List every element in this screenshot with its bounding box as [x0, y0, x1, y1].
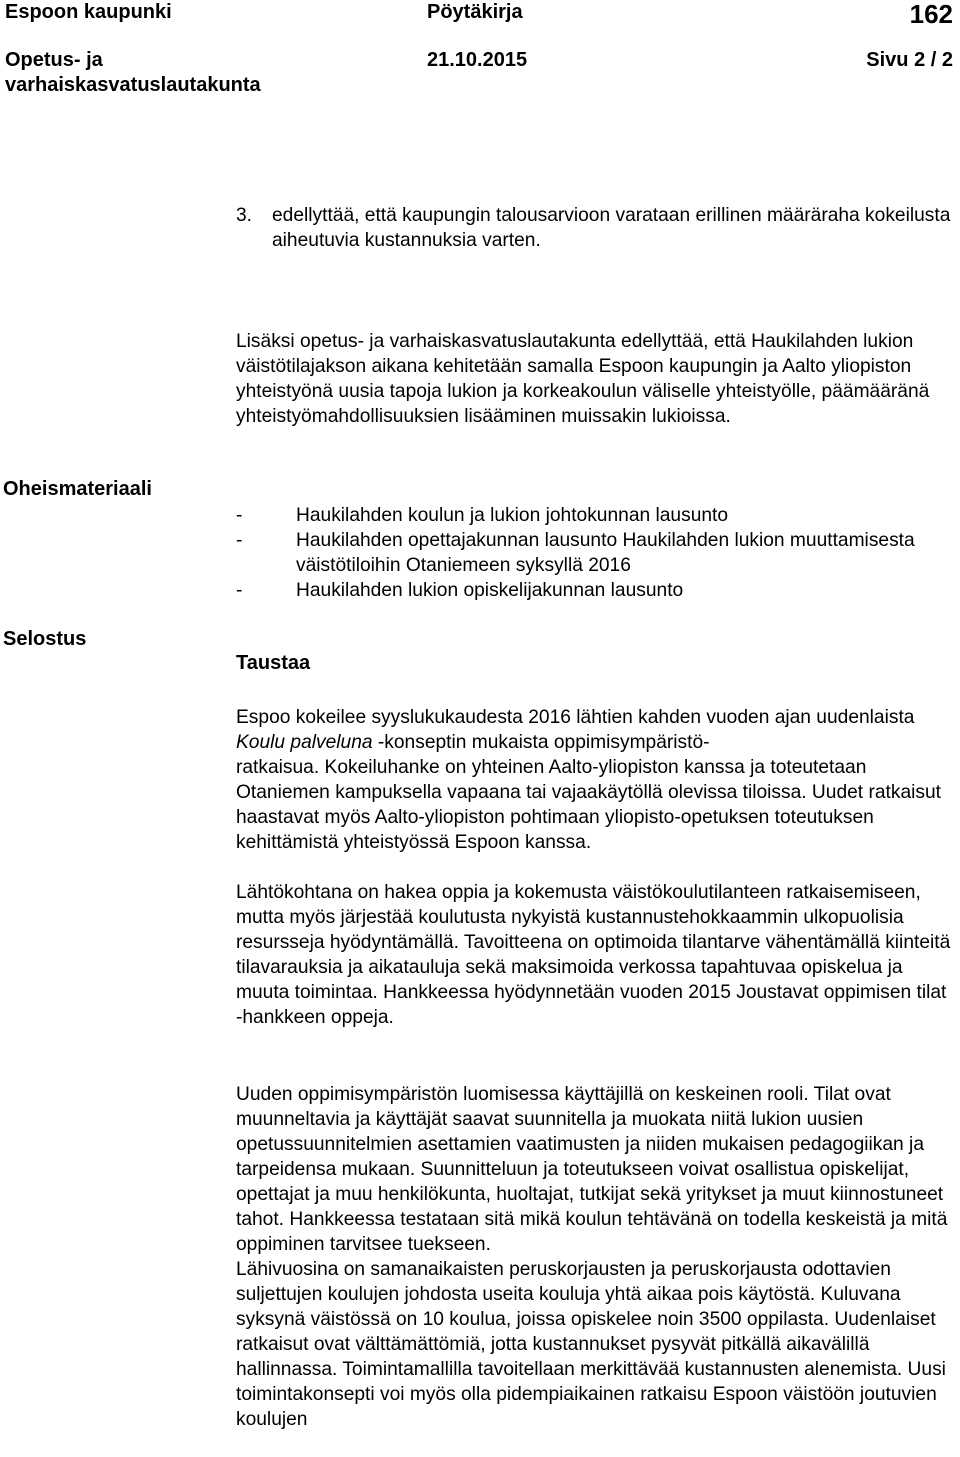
decision-item-number: 3. [236, 205, 253, 226]
meeting-date: 21.10.2015 [427, 49, 528, 71]
board-name: Opetus- ja varhaiskasvatuslautakunta [5, 49, 261, 96]
page-number: 162 [909, 0, 953, 29]
bullet-dash: - [236, 530, 243, 551]
concept-name: Koulu palveluna [236, 732, 373, 753]
additional-paragraph: Lisäksi opetus- ja varhaiskasvatuslautakunta edellyttää, että Haukilahden lukion väistötilajakson aikana kehitetään samalla Espoon kaupungin ja Aalto yliopiston yhteistyönä uusia tapoja lukion ja korkeakoulun väliselle yhteistyölle, päämääränä yhteistyömahdollisuuksien lisääminen muissakin lukioissa. [236, 331, 930, 427]
bullet-dash: - [236, 580, 243, 601]
attachment-item: Haukilahden opettajakunnan lausunto Haukilahden lukion muuttamisesta väistötiloihin Otaniemeen syksyllä 2016 [296, 530, 915, 576]
document-type: Pöytäkirja [427, 1, 523, 23]
attachments-label: Oheismateriaali [3, 478, 152, 500]
org-name: Espoon kaupunki [5, 1, 172, 23]
page-label: Sivu 2 / 2 [866, 49, 953, 71]
paragraph-text: -konseptin mukaista oppimisympäristö- ratkaisua. Kokeiluhanke on yhteinen Aalto-yliopiston kanssa ja toteutetaan Otaniemen kampuksella vapaana tai vajaakäytöllä olevissa tiloissa. Uudet ratkaisut haastavat myös Aalto-yliopiston pohtimaan yliopisto-opetuksen toteutuksen kehittämistä yhteistyössä Espoon kanssa. [236, 732, 941, 853]
statement-paragraph-3: Uuden oppimisympäristön luomisessa käyttäjillä on keskeinen rooli. Tilat ovat muunneltavia ja käyttäjät saavat suunnitella ja muokata niitä lukion uusien opetussuunnitelmien asettamien vaatimusten ja niiden mukaisen pedagogiikan ja tarpeidensa mukaan. Suunnitteluun ja toteutukseen voivat osallistua opiskelijat, opettajat ja muu henkilökunta, huoltajat, tutkijat sekä yritykset ja muut kiinnostuneet tahot. Hankkeessa testataan sitä mikä koulun tehtävänä on todella keskeistä ja mitä oppiminen tarvitsee tuekseen. Lähivuosina on samanaikaisten peruskorjausten ja peruskorjausta odottavien suljettujen koulujen johdosta useita kouluja yhtä aikaa pois käytöstä. Kuluvana syksynä väistössä on 10 koulua, joissa opiskelee noin 3500 oppilasta. Uudenlaiset ratkaisut ovat välttämättömiä, jotta kustannukset pysyvät pitkällä aikavälillä hallinnassa. Toimintamallilla tavoitellaan merkittävää kustannusten alenemista. Uusi toimintakonsepti voi myös olla pidempiaikainen ratkaisu Espoon väistöön joutuvien koulujen [236, 1084, 948, 1430]
paragraph-text: Espoo kokeilee syyslukukaudesta 2016 lähtien kahden vuoden ajan uudenlaista [236, 707, 915, 728]
statement-label: Selostus [3, 628, 87, 650]
statement-paragraph-2: Lähtökohtana on hakea oppia ja kokemusta väistökoulutilanteen ratkaisemiseen, mutta myös järjestää koulutusta nykyistä kustannustehokkaammin ulkopuolisia resursseja hyödyntämällä. Tavoitteena on optimoida tilantarve vähentämällä kiinteitä tilavarauksia ja aikatauluja sekä maksimoida verkossa tapahtuvaa opiskelua ja muuta toimintaa. Hankkeessa hyödynnetään vuoden 2015 Joustavat oppimisen tilat -hankkeen oppeja. [236, 882, 951, 1028]
bullet-dash: - [236, 505, 243, 526]
statement-paragraph-1 [236, 705, 958, 855]
attachment-item: Haukilahden koulun ja lukion johtokunnan lausunto [296, 505, 729, 526]
section-heading: Taustaa [236, 652, 311, 674]
attachment-item: Haukilahden lukion opiskelijakunnan lausunto [296, 580, 684, 601]
decision-item-text: edellyttää, että kaupungin talousarvioon varataan erillinen määräraha kokeilusta aiheutuvia kustannuksia varten. [272, 205, 951, 251]
